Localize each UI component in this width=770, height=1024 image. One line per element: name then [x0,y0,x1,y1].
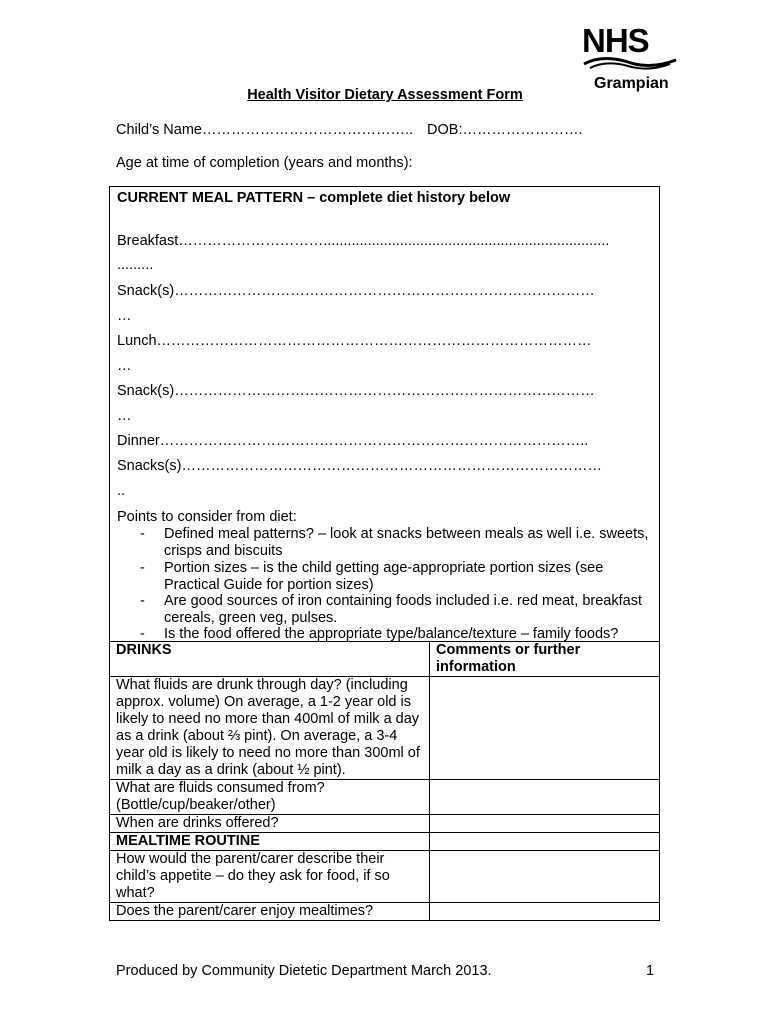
question-cell: How would the parent/carer describe their child’s appetite – do they ask for food, if so what? [110,851,430,903]
meal-pattern-heading: CURRENT MEAL PATTERN – complete diet history below [117,190,511,206]
comment-cell[interactable] [430,815,660,833]
table-row [110,677,660,780]
comment-cell[interactable] [430,903,660,921]
comment-cell[interactable] [430,833,660,851]
name-dob-line [116,122,583,139]
table-row [110,833,660,851]
table-row [110,815,660,833]
point-text: Is the food offered the appropriate type/balance/texture – family foods? [164,626,619,642]
question-cell: What fluids are drunk through day? (including approx. volume) On average, a 1-2 year old is likely to need no more than 400ml of milk a day as a drink (about ⅔ pint). On average, a 3-4 year old is likely to need no more than 300ml of milk a day as a drink (about ½ pint). [110,677,430,780]
logo-subtitle: Grampian [594,75,669,92]
table-row [110,903,660,921]
dinner-line[interactable]: Dinner…………………………………………………………………………….. [117,433,589,449]
snack-line-2-cont[interactable]: … [117,408,132,424]
points-heading: Points to consider from diet: [117,509,297,525]
comments-header: Comments or further information [430,642,660,677]
childs-name-field[interactable]: Child’s Name…………………………………….. [116,122,414,138]
breakfast-line-cont[interactable]: ......... [117,257,154,273]
breakfast-line[interactable]: Breakfast…………………………....................................................................... [117,233,610,249]
age-field[interactable]: Age at time of completion (years and months): [116,155,413,171]
dob-field[interactable]: DOB:……………………. [427,122,583,138]
table-row [110,851,660,903]
question-cell: Does the parent/carer enjoy mealtimes? [110,903,430,921]
page-number: 1 [646,963,655,979]
comment-cell[interactable] [430,780,660,815]
point-text: Are good sources of iron containing foods included i.e. red meat, breakfast cereals, green veg, pulses. [164,593,642,626]
table-header-row [110,642,660,677]
footer-text: Produced by Community Dietetic Department March 2013. [116,963,492,979]
snacks-line-3[interactable]: Snacks(s)…………………………………………………………………………… [117,458,602,474]
meal-pattern-section: CURRENT MEAL PATTERN – complete diet history below Breakfast…………………………....................................................................... ......... Snack(s)…………………………………………………………………………… … Lunch……………………………………………………………………………… … Snack(s)…………………………………………………………………………… … Dinner…………………………………………………………………………….. Snacks(s)…………………………………………………………………………… .. Points to consider from diet: - Defined meal patterns? – look at snacks between meals as well i.e. sweets, crisps and biscuits - Portion sizes – is the child getting age-appropriate portion sizes (see Practical Guide for portion sizes) - Are good sources of iron containing foods included i.e. red meat, breakfast cereals, green veg, pulses. - Is the food offered the appropriate type/balance/texture – family foods? [109,186,660,642]
question-cell: When are drinks offered? [110,815,430,833]
comment-cell[interactable] [430,677,660,780]
lunch-line[interactable]: Lunch……………………………………………………………………………… [117,333,592,349]
nhs-logo-text: NHS [582,22,649,59]
table-row [110,780,660,815]
comment-cell[interactable] [430,851,660,903]
snacks-line-3-cont[interactable]: .. [117,483,126,499]
drinks-table [109,641,660,921]
point-text: Defined meal patterns? – look at snacks between meals as well i.e. sweets, crisps and biscuits [164,526,649,559]
snack-line-2[interactable]: Snack(s)…………………………………………………………………………… [117,383,595,399]
point-text: Portion sizes – is the child getting age-appropriate portion sizes (see Practical Guide for portion sizes) [164,560,604,593]
drinks-header: DRINKS [110,642,430,677]
lunch-line-cont[interactable]: … [117,358,132,374]
snack-line-1[interactable]: Snack(s)…………………………………………………………………………… [117,283,595,299]
snack-line-1-cont[interactable]: … [117,308,132,324]
form-title: Health Visitor Dietary Assessment Form [247,87,523,103]
question-cell: What are fluids consumed from? (Bottle/cup/beaker/other) [110,780,430,815]
nhs-grampian-logo [580,22,680,96]
nhs-logo-graphic [580,22,680,96]
mealtime-routine-header: MEALTIME ROUTINE [110,833,430,851]
